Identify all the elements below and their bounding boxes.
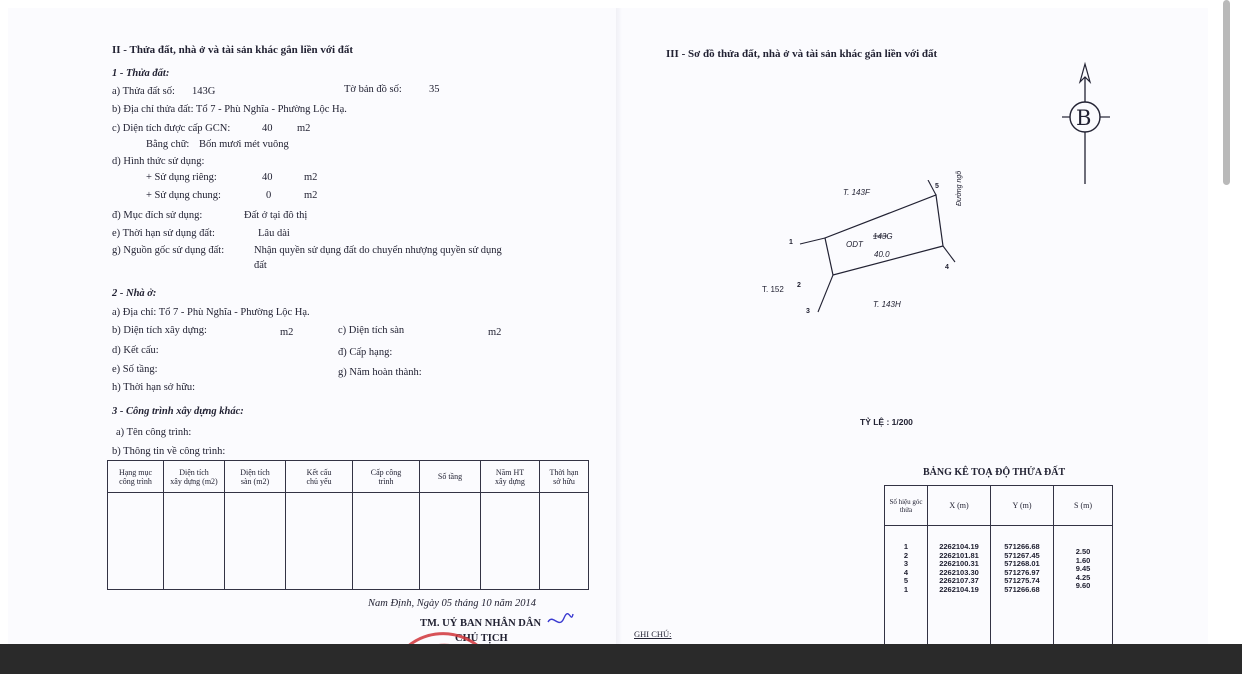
vertex-label: 3 [806, 308, 810, 315]
segment-length: 1.60 [1075, 555, 1091, 565]
col-header [108, 461, 164, 493]
coord-col-header: S (m) [1054, 486, 1113, 526]
section-2-title: II - Thửa đất, nhà ở và tài sản khác gắn liền với đất [112, 44, 354, 56]
col-header [481, 461, 540, 493]
road-label: Đường ngõ [956, 170, 963, 206]
private-use-value: 40 [262, 172, 273, 183]
col-header-line: chủ yếu [306, 476, 332, 486]
purpose-label: đ) Mục đích sử dụng: [112, 210, 203, 221]
coord-col-header: Số hiệu góc thửa [885, 486, 928, 526]
common-use-value: 0 [266, 190, 272, 201]
works-info-label: b) Thông tin về công trình: [112, 446, 226, 457]
coord-col-header: Y (m) [991, 486, 1054, 526]
col-header-line: Thời hạn [549, 467, 579, 477]
build-area-label: b) Diện tích xây dựng: [112, 325, 207, 336]
col-header [225, 461, 286, 493]
col-header-line: xây dựng [495, 476, 525, 486]
coord-table-title: BẢNG KÊ TOẠ ĐỘ THỬA ĐẤT [923, 467, 1066, 478]
parcel-number: 143G [873, 232, 893, 241]
coord-y: 571268.01 [1004, 559, 1040, 568]
parcel-area: 40.0 [874, 250, 890, 259]
coord-x: 2262101.81 [939, 550, 979, 560]
coord-x: 2262104.19 [939, 542, 979, 551]
col-header [420, 461, 481, 493]
area-label: c) Diện tích được cấp GCN: [112, 123, 231, 134]
coord-point: 2 [903, 550, 909, 560]
parcel-number-value: 143G [192, 86, 216, 97]
purpose-value: Đất ở tại đô thị [244, 210, 308, 221]
ownership-term-label: h) Thời hạn sở hữu: [112, 382, 196, 393]
table-cell [540, 493, 589, 590]
coord-points-cell [885, 526, 928, 651]
table-cell [286, 493, 353, 590]
coord-point: 1 [903, 584, 909, 594]
col-header-line: trình [378, 476, 394, 486]
private-use-unit: m2 [304, 172, 318, 183]
north-label: B [1076, 106, 1092, 130]
grade-label: đ) Cấp hạng: [338, 347, 393, 358]
signature [545, 610, 575, 632]
map-scale: TỶ LỆ : 1/200 [860, 417, 913, 427]
parcel-address: b) Địa chỉ thửa đất: Tổ 7 - Phù Nghĩa - Phường Lộc Hạ. [112, 104, 347, 115]
works-heading: 3 - Công trình xây dựng khác: [112, 406, 244, 417]
table-cell [225, 493, 286, 590]
vertex-label: 1 [789, 239, 793, 246]
col-header-line: Cấp công [370, 467, 402, 477]
coord-y: 571266.68 [1004, 542, 1040, 551]
parcel-land-type: ODT [846, 240, 863, 249]
coord-x: 2262104.19 [939, 584, 979, 594]
vertex-label: 4 [945, 264, 949, 271]
col-header-line: công trình [119, 476, 152, 486]
segment-length: 9.60 [1075, 581, 1091, 590]
origin-value-cont: đất [254, 260, 267, 271]
col-header-line: sàn (m2) [240, 476, 270, 486]
area-words-label: Bằng chữ: [146, 139, 190, 150]
floor-area-unit: m2 [488, 327, 502, 338]
col-header-line: Kết cấu [306, 467, 332, 477]
signer-org: TM. UỶ BAN NHÂN DÂN [420, 618, 542, 629]
origin-label: g) Nguồn gốc sử dụng đất: [112, 245, 225, 256]
notes-label: GHI CHÚ: [634, 629, 672, 639]
works-table [107, 460, 589, 590]
parcel-number-label: a) Thửa đất số: [112, 86, 175, 97]
segment-length: 9.45 [1075, 564, 1091, 573]
build-area-unit: m2 [280, 327, 294, 338]
coord-x: 2262100.31 [939, 559, 979, 568]
neighbor-left: T. 152 [762, 285, 784, 294]
completion-year-label: g) Năm hoàn thành: [338, 367, 422, 378]
coord-point: 3 [903, 559, 909, 568]
common-use-label: + Sử dụng chung: [146, 190, 221, 201]
map-sheet-label: Tờ bản đồ số: [344, 84, 402, 95]
floor-area-label: c) Diện tích sàn [338, 325, 405, 336]
col-header [286, 461, 353, 493]
structure-label: d) Kết cấu: [112, 345, 159, 356]
segment-length: 4.25 [1075, 572, 1091, 582]
neighbor-bottom: T. 143H [873, 300, 901, 309]
floors-label: e) Số tầng: [112, 364, 158, 375]
issue-date: Nam Định, Ngày 05 tháng 10 năm 2014 [368, 598, 536, 609]
map-sheet-value: 35 [429, 84, 440, 95]
coord-col-header: X (m) [928, 486, 991, 526]
col-header [164, 461, 225, 493]
land-heading: 1 - Thửa đất: [112, 68, 170, 79]
coord-y: 571276.97 [1004, 567, 1040, 577]
table-cell [420, 493, 481, 590]
coord-y: 571275.74 [1004, 576, 1040, 585]
coord-y: 571267.45 [1004, 550, 1040, 560]
table-cell [164, 493, 225, 590]
works-name-label: a) Tên công trình: [116, 427, 192, 438]
col-header-line: xây dựng (m2) [170, 476, 218, 486]
coord-point: 1 [903, 542, 909, 551]
col-header-line: Hạng mục [118, 467, 153, 477]
col-header-line: Diện tích [179, 467, 209, 477]
table-cell [108, 493, 164, 590]
signer-title: CHỦ TỊCH [455, 633, 508, 644]
area-unit: m2 [297, 123, 311, 134]
private-use-label: + Sử dụng riêng: [146, 172, 217, 183]
coord-point: 4 [903, 567, 909, 577]
usage-form-heading: d) Hình thức sử dụng: [112, 156, 205, 167]
neighbor-top: T. 143F [843, 188, 870, 197]
house-address: a) Địa chỉ: Tổ 7 - Phù Nghĩa - Phường Lộc Hạ. [112, 307, 310, 318]
bottom-bar [0, 644, 1242, 674]
vertex-label: 5 [935, 183, 939, 190]
vertical-scrollbar[interactable] [1223, 0, 1230, 185]
col-header-line: sở hữu [553, 476, 575, 486]
page-fold [616, 8, 622, 648]
coord-length-cell [1054, 526, 1113, 651]
col-header [540, 461, 589, 493]
term-label: e) Thời hạn sử dụng đất: [112, 228, 215, 239]
area-words-value: Bốn mươi mét vuông [199, 139, 289, 150]
coord-x-cell [928, 526, 991, 651]
col-header-line: Năm HT [495, 467, 525, 477]
coordinate-table [884, 485, 1113, 651]
col-header [353, 461, 420, 493]
coord-y-cell [991, 526, 1054, 651]
segment-length: 2.50 [1075, 547, 1091, 556]
origin-value: Nhận quyền sử dụng đất do chuyển nhượng quyền sử dụng [254, 245, 502, 256]
coord-x: 2262103.30 [939, 567, 979, 577]
coord-point: 5 [903, 576, 909, 585]
col-header-line: Diện tích [240, 467, 270, 477]
vertex-label: 2 [797, 282, 801, 289]
section-3-title: III - Sơ đồ thửa đất, nhà ở và tài sản khác gắn liền với đất [666, 48, 938, 60]
table-cell [353, 493, 420, 590]
common-use-unit: m2 [304, 190, 318, 201]
col-header-line: Số tầng [437, 472, 463, 481]
coord-y: 571266.68 [1004, 584, 1040, 594]
coord-x: 2262107.37 [939, 576, 979, 585]
table-cell [481, 493, 540, 590]
area-value: 40 [262, 123, 273, 134]
house-heading: 2 - Nhà ở: [112, 288, 157, 299]
term-value: Lâu dài [258, 228, 290, 239]
